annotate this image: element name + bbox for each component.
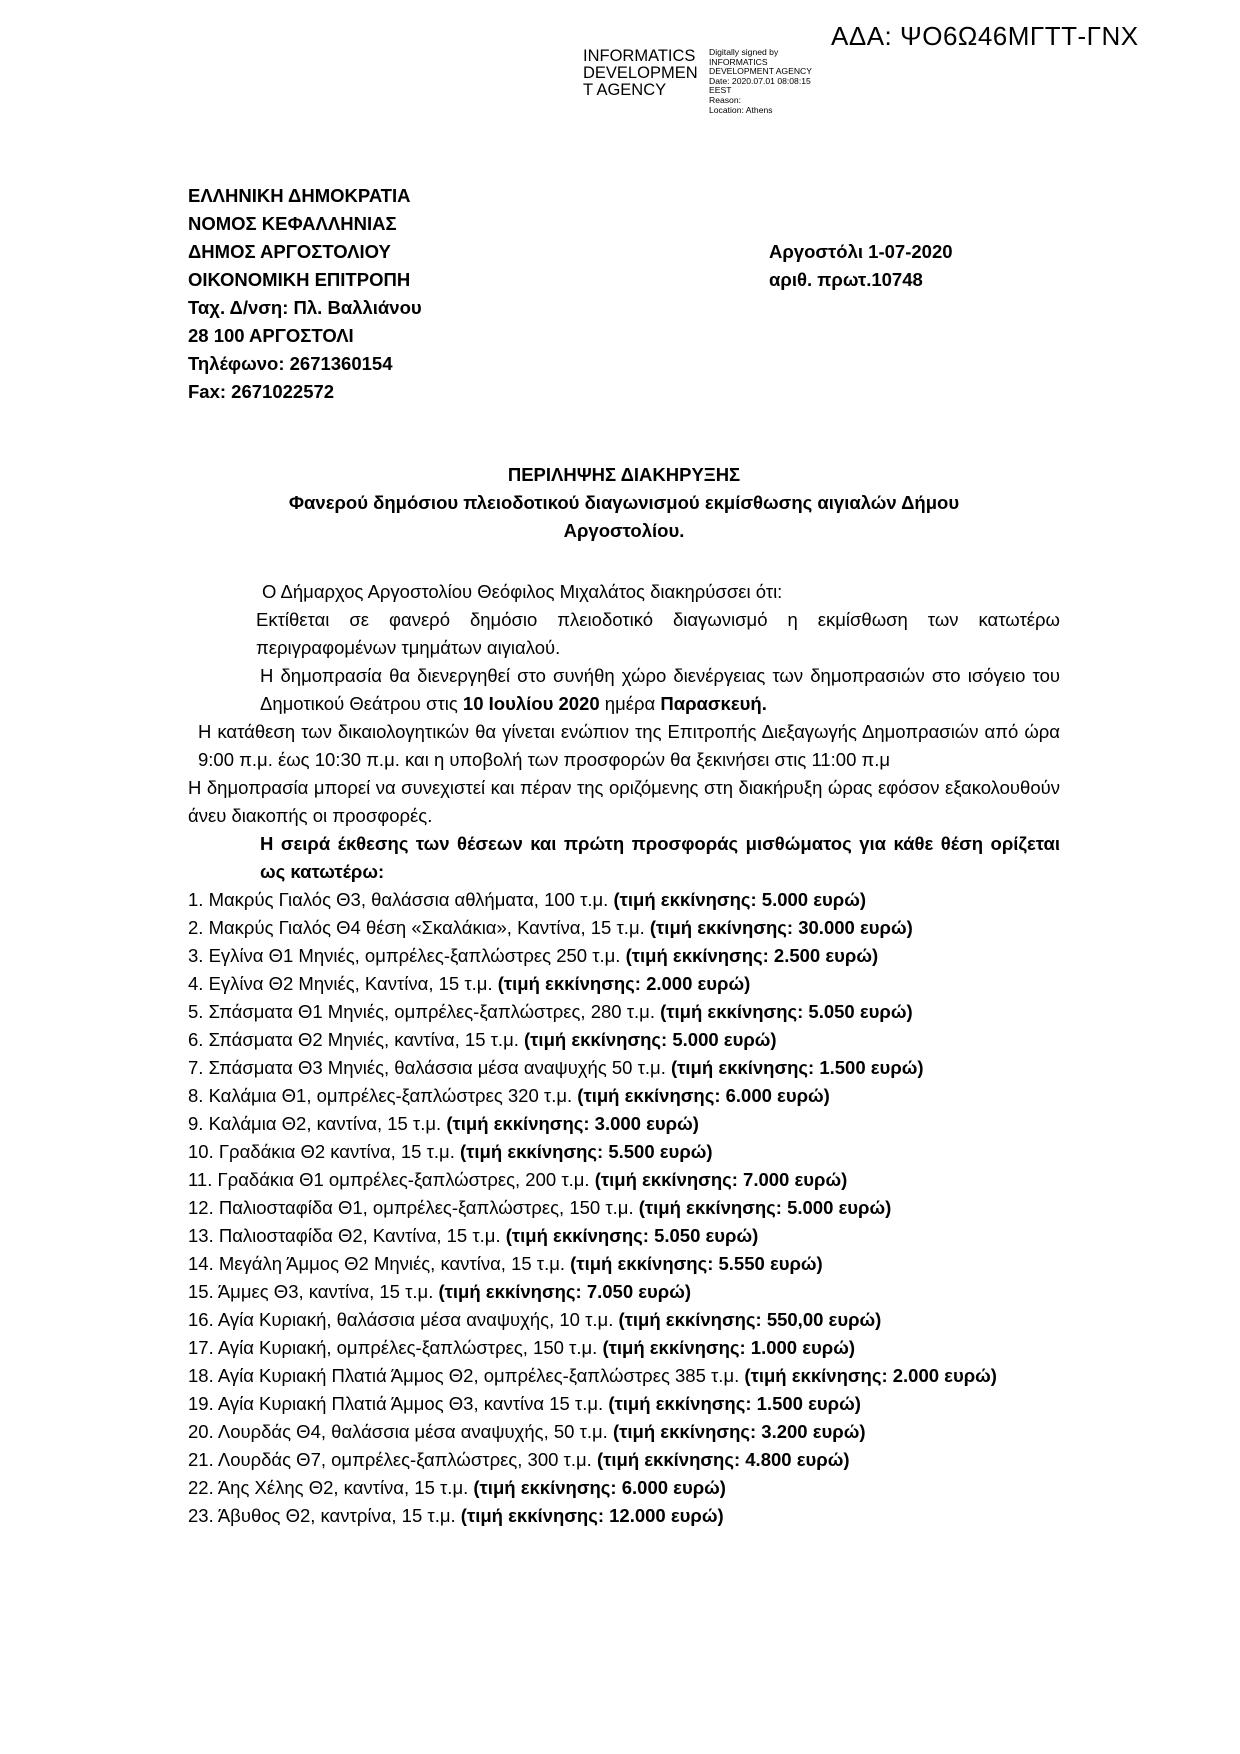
list-item [188, 1110, 1060, 1138]
lot-starting-price: (τιμή εκκίνησης: 1.500 ευρώ) [671, 1057, 924, 1078]
lot-starting-price: (τιμή εκκίνησης: 5.000 ευρώ) [613, 889, 867, 910]
document-body [188, 578, 1060, 1530]
signature-name-line: INFORMATICS [583, 47, 696, 65]
lot-starting-price: (τιμή εκκίνησης: 5.500 ευρώ) [460, 1141, 713, 1162]
lot-description: 21. Λουρδάς Θ7, ομπρέλες-ξαπλώστρες, 300 τ.μ. [188, 1449, 597, 1470]
signature-detail-line: INFORMATICS [709, 56, 768, 67]
list-item [188, 1418, 1060, 1446]
signature-detail-line: EEST [709, 85, 732, 96]
lot-starting-price: (τιμή εκκίνησης: 5.000 ευρώ) [638, 1197, 892, 1218]
lot-description: 2. Μακρύς Γιαλός Θ4 θέση «Σκαλάκια», Καντίνα, 15 τ.μ. [188, 917, 650, 938]
lot-starting-price: (τιμή εκκίνησης: 3.200 ευρώ) [612, 1421, 866, 1442]
list-item [188, 1166, 1060, 1194]
signature-name-line: T AGENCY [583, 81, 667, 99]
issuer-line: ΔΗΜΟΣ ΑΡΓΟΣΤΟΛΙΟΥ [188, 241, 391, 262]
paragraph-auction-venue [188, 662, 1060, 718]
auction-date: 10 Ιουλίου 2020 [462, 693, 600, 714]
lot-description: 23. Άβυθος Θ2, καντρίνα, 15 τ.μ. [188, 1505, 461, 1526]
issuer-header [188, 182, 422, 406]
lot-description: 12. Παλιοσταφίδα Θ1, ομπρέλες-ξαπλώστρες, 150 τ.μ. [188, 1197, 639, 1218]
issuer-line: Ταχ. Δ/νση: Πλ. Βαλλιάνου [188, 297, 422, 318]
document-title: ΠΕΡΙΛΗΨΗΣ ΔΙΑΚΗΡΥΞΗΣ [507, 464, 741, 485]
lot-description: 9. Καλάμια Θ2, καντίνα, 15 τ.μ. [188, 1113, 447, 1134]
signature-name-line: DEVELOPMEN [583, 64, 698, 82]
lot-description: 8. Καλάμια Θ1, ομπρέλες-ξαπλώστρες 320 τ.μ. [188, 1085, 578, 1106]
list-item [188, 970, 1060, 998]
lot-starting-price: (τιμή εκκίνησης: 3.000 ευρώ) [446, 1113, 699, 1134]
paragraph-submission: Η κατάθεση των δικαιολογητικών θα γίνεται ενώπιον της Επιτροπής Διεξαγωγής Δημοπρασιών από ώρα 9:00 π.μ. έως 10:30 π.μ. και η υποβολή των προσφορών θα ξεκινήσει στις 11:00 π.μ [198, 721, 1060, 770]
issuer-line: ΝΟΜΟΣ ΚΕΦΑΛΛΗΝΙΑΣ [188, 213, 397, 234]
paragraph-exhibition: Εκτίθεται σε φανερό δημόσιο πλειοδοτικό διαγωνισμό η εκμίσθωση των κατωτέρω περιγραφομένων τμημάτων αιγιαλού. [256, 609, 1060, 658]
paragraph-list-intro: Η σειρά έκθεσης των θέσεων και πρώτη προσφοράς μισθώματος για κάθε θέση ορίζεται ως κατωτέρω: [260, 833, 1060, 882]
document-subtitle: Φανερού δημόσιου πλειοδοτικού διαγωνισμού εκμίσθωσης αιγιαλών Δήμου [288, 492, 960, 513]
lot-description: 13. Παλιοσταφίδα Θ2, Καντίνα, 15 τ.μ. [188, 1225, 506, 1246]
lot-description: 10. Γραδάκια Θ2 καντίνα, 15 τ.μ. [188, 1141, 460, 1162]
beach-lots-list [188, 886, 1060, 1530]
list-item [188, 1054, 1060, 1082]
lot-starting-price: (τιμή εκκίνησης: 4.800 ευρώ) [596, 1449, 850, 1470]
lot-description: 4. Εγλίνα Θ2 Μηνιές, Καντίνα, 15 τ.μ. [188, 973, 498, 994]
issuer-line: ΟΙΚΟΝΟΜΙΚΗ ΕΠΙΤΡΟΠΗ [188, 269, 411, 290]
signature-detail-line: Reason: [709, 94, 742, 105]
lot-starting-price: (τιμή εκκίνησης: 7.050 ευρώ) [438, 1281, 692, 1302]
lot-starting-price: (τιμή εκκίνησης: 5.050 ευρώ) [660, 1001, 913, 1022]
list-item [188, 1138, 1060, 1166]
list-item [188, 1026, 1060, 1054]
lot-starting-price: (τιμή εκκίνησης: 6.000 ευρώ) [473, 1477, 726, 1498]
lot-description: 16. Αγία Κυριακή, θαλάσσια μέσα αναψυχής, 10 τ.μ. [188, 1309, 619, 1330]
signature-detail-line: Date: 2020.07.01 08:08:15 [709, 75, 811, 86]
lot-starting-price: (τιμή εκκίνησης: 5.550 ευρώ) [570, 1253, 823, 1274]
issuer-line: Fax: 2671022572 [188, 381, 335, 402]
lot-description: 7. Σπάσματα Θ3 Μηνιές, θαλάσσια μέσα αναψυχής 50 τ.μ. [188, 1057, 671, 1078]
list-item [188, 886, 1060, 914]
list-item [188, 998, 1060, 1026]
auction-venue-text: Η δημοπρασία θα διενεργηθεί στο συνήθη χώρο διενέργειας των δημοπρασιών στο ισόγειο του Δημοτικού Θεάτρου στις [260, 665, 1060, 714]
lot-description: 22. Άης Χέλης Θ2, καντίνα, 15 τ.μ. [188, 1477, 474, 1498]
lot-starting-price: (τιμή εκκίνησης: 5.050 ευρώ) [505, 1225, 759, 1246]
list-item [188, 942, 1060, 970]
lot-starting-price: (τιμή εκκίνησης: 1.000 ευρώ) [602, 1337, 856, 1358]
date-protocol-block [769, 238, 953, 294]
lot-description: 19. Αγία Κυριακή Πλατιά Άμμος Θ3, καντίνα 15 τ.μ. [188, 1393, 609, 1414]
list-item [188, 1250, 1060, 1278]
lot-description: 3. Εγλίνα Θ1 Μηνιές, ομπρέλες-ξαπλώστρες 250 τ.μ. [188, 945, 626, 966]
lot-starting-price: (τιμή εκκίνησης: 30.000 ευρώ) [649, 917, 913, 938]
lot-starting-price: (τιμή εκκίνησης: 7.000 ευρώ) [594, 1169, 848, 1190]
list-item [188, 1502, 1060, 1530]
list-item [188, 1082, 1060, 1110]
auction-day: Παρασκευή. [660, 693, 767, 714]
list-item [188, 1474, 1060, 1502]
protocol-number: αριθ. πρωτ.10748 [769, 269, 923, 290]
lot-description: 11. Γραδάκια Θ1 ομπρέλες-ξαπλώστρες, 200 τ.μ. [188, 1169, 595, 1190]
signature-details [709, 48, 812, 115]
lot-description: 20. Λουρδάς Θ4, θαλάσσια μέσα αναψυχής, 50 τ.μ. [188, 1421, 613, 1442]
signature-name [583, 48, 698, 99]
lot-starting-price: (τιμή εκκίνησης: 5.000 ευρώ) [524, 1029, 777, 1050]
lot-starting-price: (τιμή εκκίνησης: 1.500 ευρώ) [608, 1393, 861, 1414]
document-subtitle-continued: Αργοστολίου. [563, 520, 685, 541]
lot-description: 6. Σπάσματα Θ2 Μηνιές, καντίνα, 15 τ.μ. [188, 1029, 525, 1050]
signature-detail-line: Digitally signed by [709, 47, 779, 57]
list-item [188, 1306, 1060, 1334]
lot-starting-price: (τιμή εκκίνησης: 6.000 ευρώ) [577, 1085, 830, 1106]
paragraph-continuation: Η δημοπρασία μπορεί να συνεχιστεί και πέραν της οριζόμενης στη διακήρυξη ώρας εφόσον εξακολουθούν άνευ διακοπής οι προσφορές. [188, 777, 1060, 826]
issuer-line: 28 100 ΑΡΓΟΣΤΟΛΙ [188, 325, 354, 346]
list-item [188, 1362, 1060, 1390]
signature-detail-line: Location: Athens [709, 104, 773, 115]
list-item [188, 1222, 1060, 1250]
list-item [188, 1390, 1060, 1418]
document-date: Αργοστόλι 1-07-2020 [769, 241, 953, 262]
auction-day-label: ημέρα [599, 693, 661, 714]
issuer-line: Τηλέφωνο: 2671360154 [188, 353, 393, 374]
lot-description: 14. Μεγάλη Άμμος Θ2 Μηνιές, καντίνα, 15 τ.μ. [188, 1253, 571, 1274]
lot-description: 15. Άμμες Θ3, καντίνα, 15 τ.μ. [188, 1281, 439, 1302]
issuer-line: ΕΛΛΗΝΙΚΗ ΔΗΜΟΚΡΑΤΙΑ [188, 185, 411, 206]
ada-code: ΑΔΑ: ΨΟ6Ω46ΜΓΤΤ-ΓΝΧ [831, 21, 1139, 51]
list-item [188, 1334, 1060, 1362]
list-item [188, 1278, 1060, 1306]
lot-starting-price: (τιμή εκκίνησης: 2.000 ευρώ) [497, 973, 751, 994]
lot-starting-price: (τιμή εκκίνησης: 2.500 ευρώ) [625, 945, 879, 966]
lot-starting-price: (τιμή εκκίνησης: 550,00 ευρώ) [618, 1309, 882, 1330]
signature-detail-line: DEVELOPMENT AGENCY [709, 66, 812, 77]
list-item [188, 1194, 1060, 1222]
lot-starting-price: (τιμή εκκίνησης: 12.000 ευρώ) [460, 1505, 724, 1526]
lot-description: 1. Μακρύς Γιαλός Θ3, θαλάσσια αθλήματα, 100 τ.μ. [188, 889, 614, 910]
lot-description: 18. Αγία Κυριακή Πλατιά Άμμος Θ2, ομπρέλες-ξαπλώστρες 385 τ.μ. [188, 1365, 745, 1386]
list-item [188, 1446, 1060, 1474]
paragraph-intro: Ο Δήμαρχος Αργοστολίου Θεόφιλος Μιχαλάτος διακηρύσσει ότι: [262, 581, 783, 602]
lot-description: 17. Αγία Κυριακή, ομπρέλες-ξαπλώστρες, 150 τ.μ. [188, 1337, 603, 1358]
list-item [188, 914, 1060, 942]
lot-description: 5. Σπάσματα Θ1 Μηνιές, ομπρέλες-ξαπλώστρες, 280 τ.μ. [188, 1001, 661, 1022]
lot-starting-price: (τιμή εκκίνησης: 2.000 ευρώ) [744, 1365, 997, 1386]
